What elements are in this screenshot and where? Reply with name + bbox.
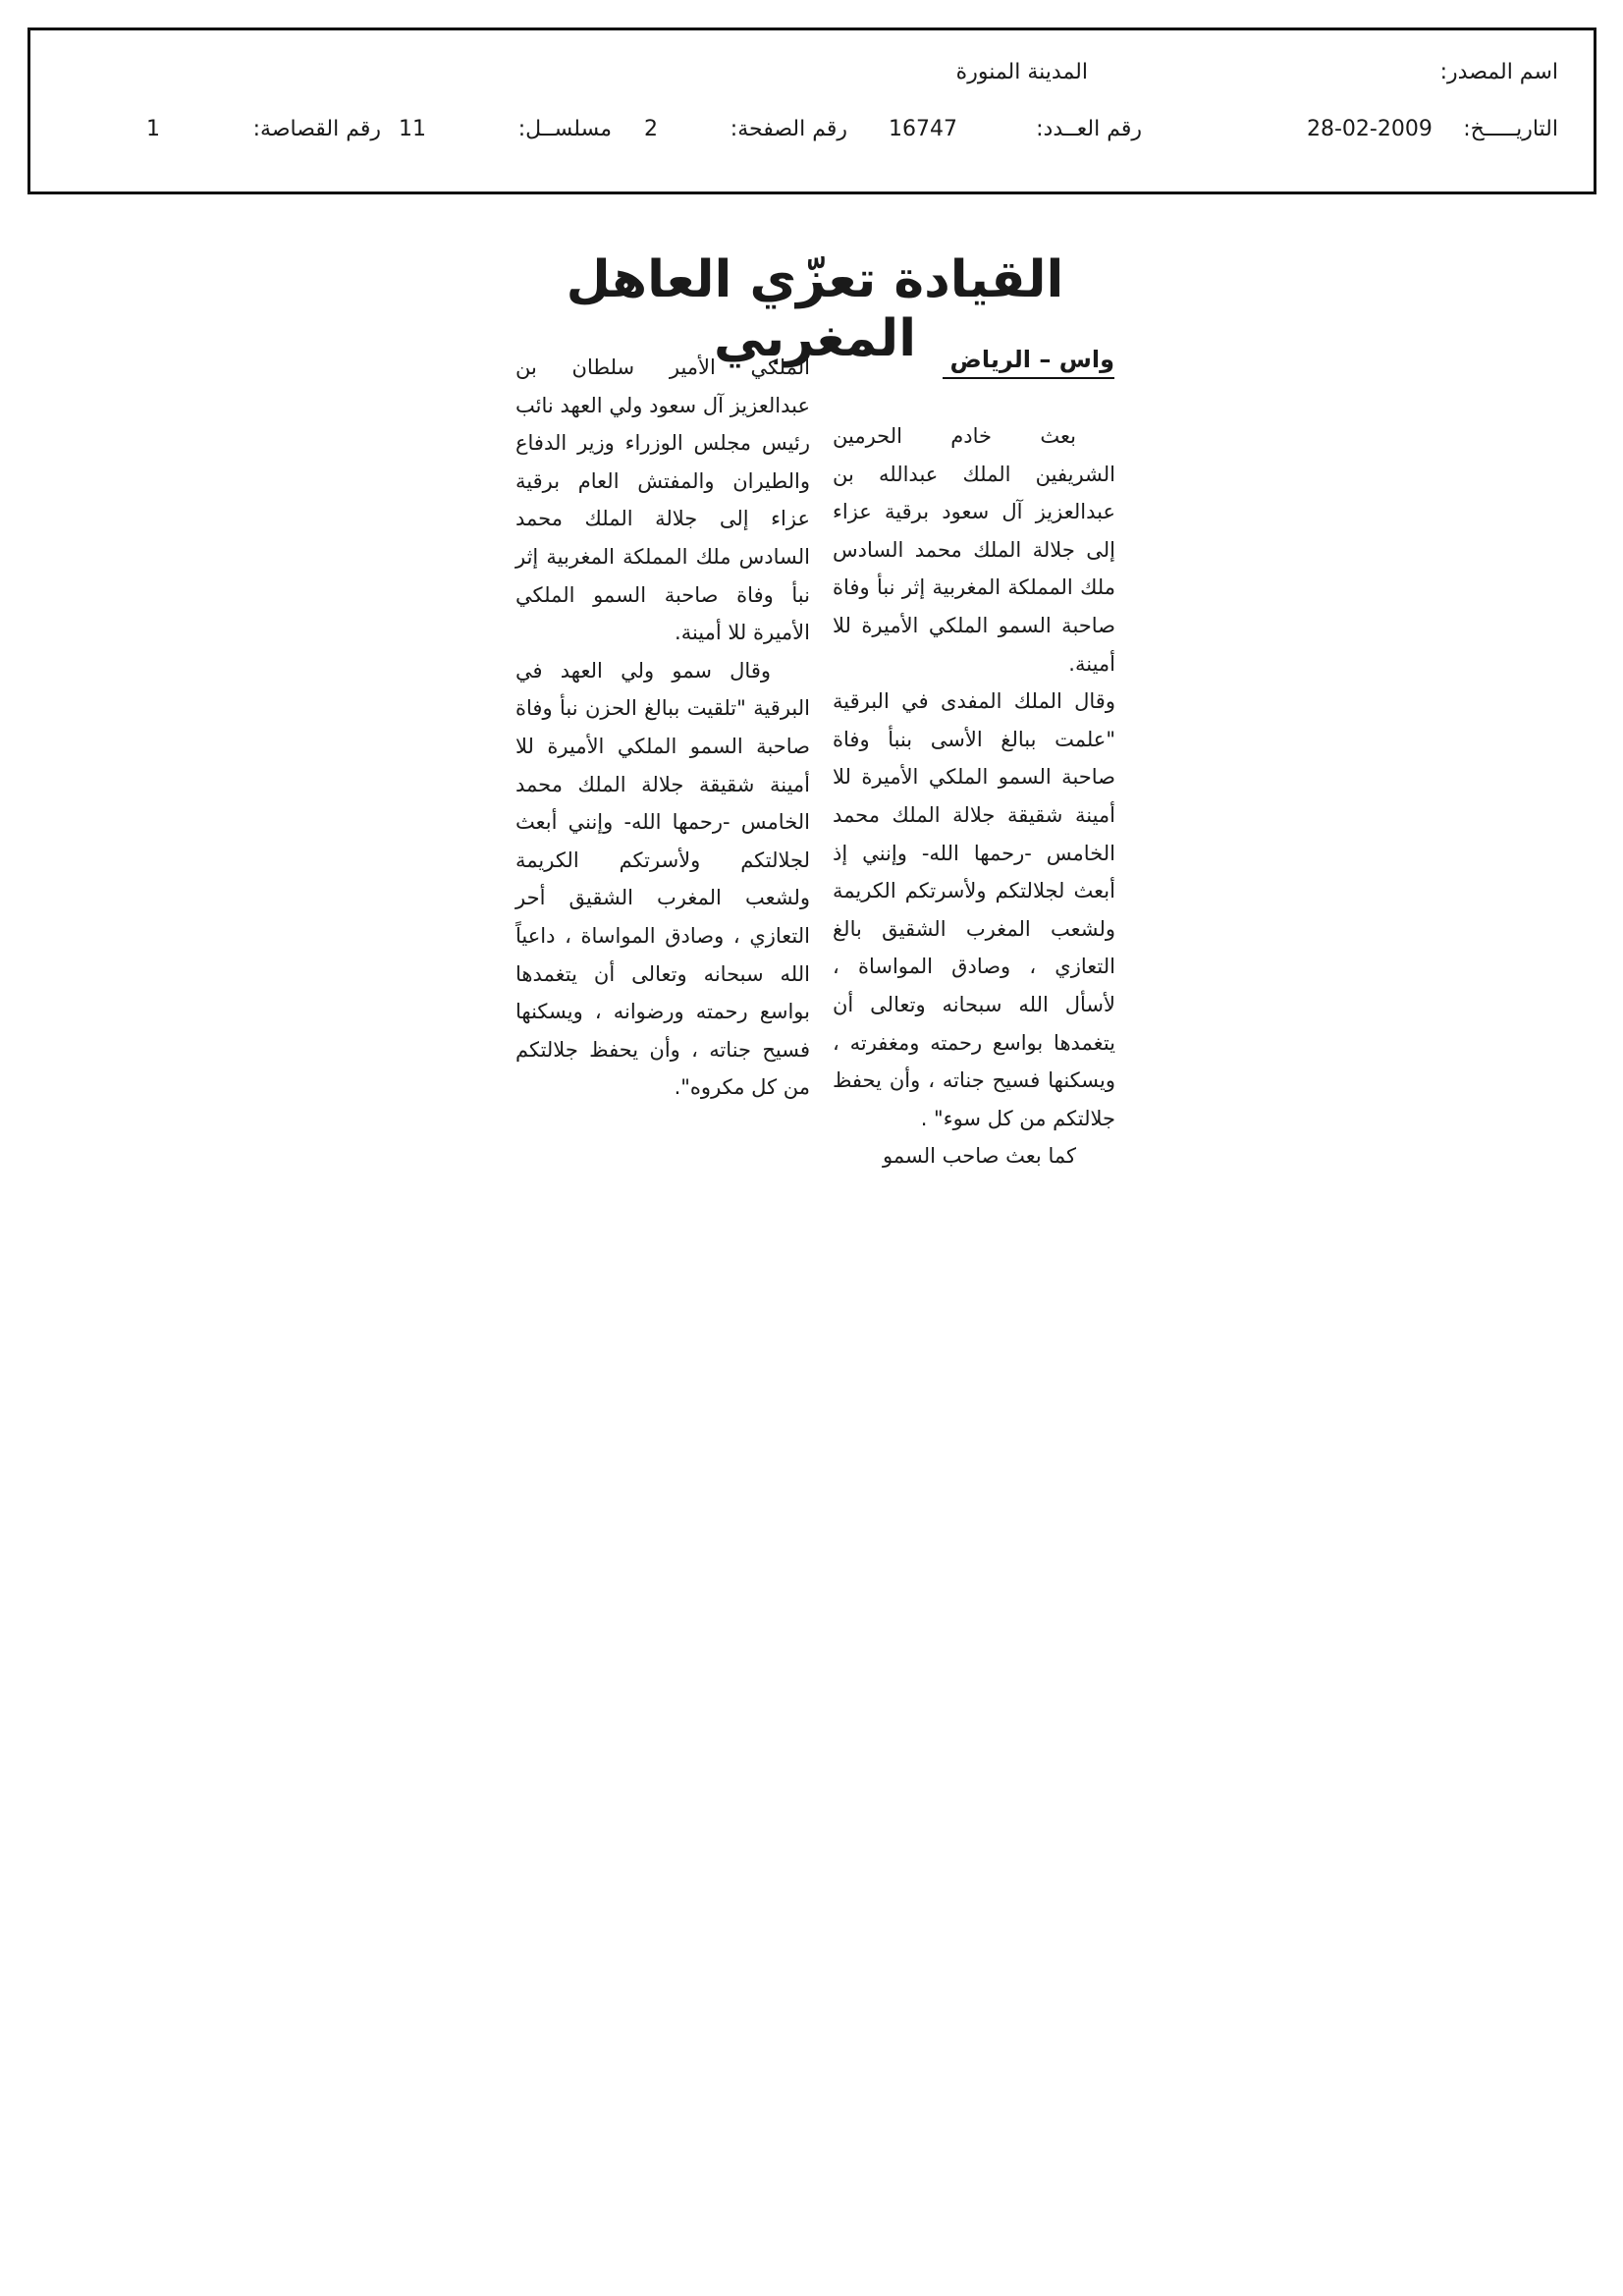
- paragraph: الملكي الأمير سلطان بن عبدالعزيز آل سعود ولي العهد نائب رئيس مجلس الوزراء وزير الدفاع والطيران والمفتش العام برقية عزاء إلى جلالة الملك محمد السادس ملك المملكة المغربية إثر نبأ وفاة صاحبة السمو الملكي الأميرة للا أمينة.: [515, 355, 810, 645]
- date-label: التاريـــــخ:: [1463, 117, 1558, 141]
- article-byline: واس – الرياض: [943, 346, 1114, 379]
- source-label: اسم المصدر:: [1439, 60, 1558, 84]
- paragraph: بعث خادم الحرمين الشريفين الملك عبدالله بن عبدالعزيز آل سعود برقية عزاء إلى جلالة الملك محمد السادس ملك المملكة المغربية إثر نبأ وفاة صاحبة السمو الملكي الأميرة للا أمينة.: [833, 424, 1115, 676]
- source-value: المدينة المنورة: [955, 60, 1088, 84]
- paragraph: كما بعث صاحب السمو: [883, 1144, 1076, 1169]
- paragraph: وقال سمو ولي العهد في البرقية "تلقيت ببالغ الحزن نبأ وفاة صاحبة السمو الملكي الأميرة للا أمينة شقيقة جلالة الملك محمد الخامس -رحمها الله- وإنني أبعث لجلالتكم ولأسرتكم الكريمة ولشعب المغرب الشقيق أحر التعازي ، وصادق المواساة ، داعياً الله سبحانه وتعالى أن يتغمدها بواسع رحمته ورضوانه ، ويسكنها فسيح جناته ، وأن يحفظ جلالتكم من كل مكروه".: [515, 658, 810, 1100]
- issue-label: رقم العــدد:: [1036, 117, 1142, 141]
- page-label: رقم الصفحة:: [730, 117, 847, 141]
- article-column-right: [833, 417, 1115, 1175]
- article-column-left: [515, 349, 810, 1107]
- clip-number-label: رقم القصاصة:: [252, 117, 381, 141]
- page-value: 2: [644, 117, 658, 141]
- issue-value: 16747: [889, 117, 957, 141]
- date-value: 28-02-2009: [1307, 117, 1433, 141]
- paragraph: وقال الملك المفدى في البرقية "علمت ببالغ الأسى بنبأ وفاة صاحبة السمو الملكي الأميرة للا أمينة شقيقة جلالة الملك محمد الخامس -رحمها الله- وإنني إذ أبعث لجلالتكم ولأسرتكم الكريمة ولشعب المغرب الشقيق بالغ التعازي ، وصادق المواساة ، لأسأل الله سبحانه وتعالى أن يتغمدها بواسع رحمته ومغفرته ، ويسكنها فسيح جناته ، وأن يحفظ جلالتكم من كل سوء" .: [833, 689, 1115, 1130]
- article-headline: القيادة تعزّي العاهل المغربي: [566, 250, 1064, 368]
- clip-number-value: 1: [146, 117, 160, 141]
- serial-label: مسلســل:: [517, 117, 612, 141]
- serial-value: 11: [399, 117, 426, 141]
- clipping-header-box: [27, 27, 1596, 194]
